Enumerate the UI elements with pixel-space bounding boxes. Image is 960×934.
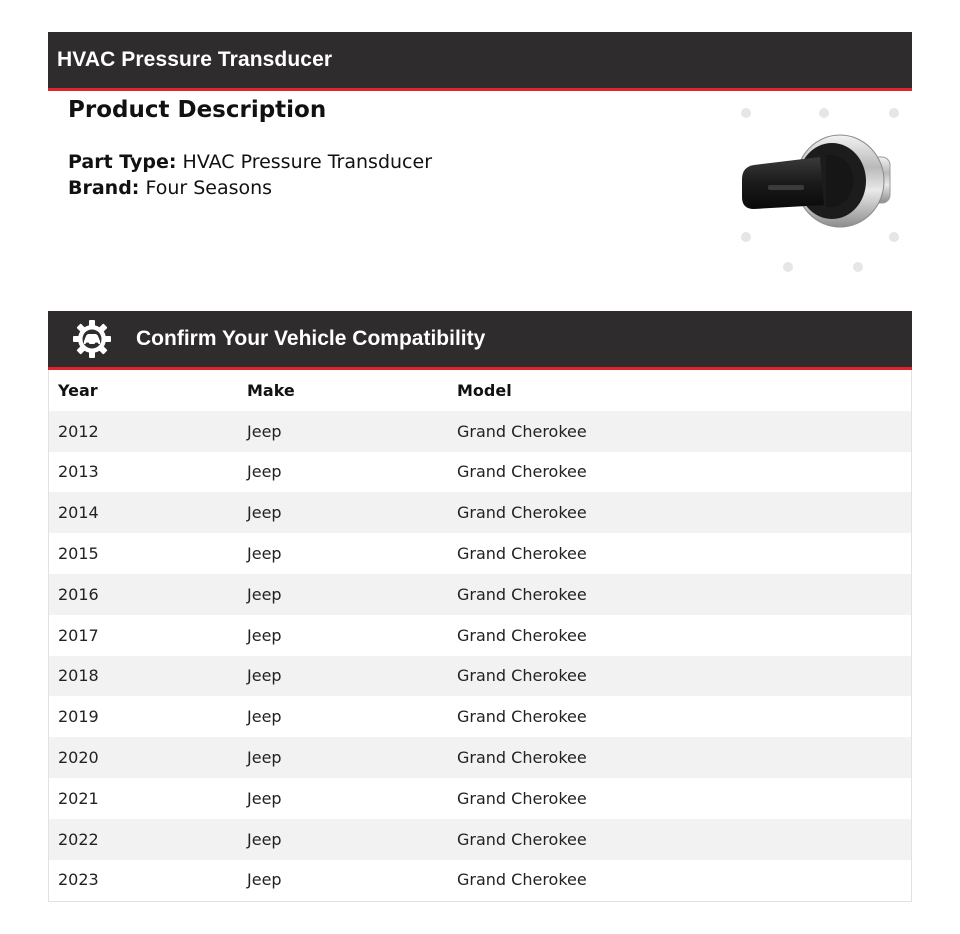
cell-make: Jeep (247, 544, 282, 564)
brand-row (68, 177, 272, 199)
cell-make: Jeep (247, 748, 282, 768)
cell-year: 2023 (58, 870, 99, 890)
column-header-year: Year (58, 380, 98, 400)
cell-model: Grand Cherokee (457, 421, 587, 441)
cell-model: Grand Cherokee (457, 829, 587, 849)
column-header-model: Model (457, 380, 512, 400)
cell-model: Grand Cherokee (457, 584, 587, 604)
table-header-row (49, 370, 911, 411)
cell-year: 2015 (58, 544, 99, 564)
cell-model: Grand Cherokee (457, 625, 587, 645)
cell-model: Grand Cherokee (457, 544, 587, 564)
compatibility-banner (48, 311, 912, 370)
part-type-row (68, 151, 432, 173)
table-row (49, 819, 911, 860)
table-row (49, 533, 911, 574)
cell-year: 2021 (58, 788, 99, 808)
table-row (49, 737, 911, 778)
compatibility-title: Confirm Your Vehicle Compatibility (136, 327, 486, 350)
table-row (49, 860, 911, 901)
cell-year: 2016 (58, 584, 99, 604)
cell-make: Jeep (247, 584, 282, 604)
description-heading: Product Description (68, 97, 327, 123)
cell-make: Jeep (247, 788, 282, 808)
cell-make: Jeep (247, 870, 282, 890)
table-row (49, 656, 911, 697)
cell-make: Jeep (247, 625, 282, 645)
product-description-section (48, 91, 912, 291)
product-image (728, 97, 908, 277)
cell-year: 2012 (58, 421, 99, 441)
cell-year: 2018 (58, 666, 99, 686)
cell-make: Jeep (247, 829, 282, 849)
cell-make: Jeep (247, 666, 282, 686)
cell-make: Jeep (247, 503, 282, 523)
cell-model: Grand Cherokee (457, 870, 587, 890)
compatibility-table (49, 370, 911, 900)
table-row (49, 452, 911, 493)
column-header-make: Make (247, 380, 295, 400)
cell-model: Grand Cherokee (457, 748, 587, 768)
compatibility-table-container (48, 370, 912, 902)
cell-model: Grand Cherokee (457, 666, 587, 686)
cell-year: 2014 (58, 503, 99, 523)
brand-value: Four Seasons (145, 177, 273, 199)
part-type-label: Part Type: (68, 151, 177, 173)
cell-year: 2013 (58, 462, 99, 482)
gear-car-icon (68, 315, 116, 363)
title-banner (48, 32, 912, 91)
table-row (49, 492, 911, 533)
cell-year: 2019 (58, 707, 99, 727)
page-title: HVAC Pressure Transducer (57, 48, 333, 71)
table-row (49, 615, 911, 656)
table-row (49, 778, 911, 819)
cell-make: Jeep (247, 462, 282, 482)
table-row (49, 411, 911, 452)
table-row (49, 574, 911, 615)
part-type-value: HVAC Pressure Transducer (182, 151, 432, 173)
cell-model: Grand Cherokee (457, 707, 587, 727)
cell-year: 2020 (58, 748, 99, 768)
cell-model: Grand Cherokee (457, 788, 587, 808)
cell-model: Grand Cherokee (457, 503, 587, 523)
table-row (49, 696, 911, 737)
cell-make: Jeep (247, 707, 282, 727)
brand-label: Brand: (68, 177, 140, 199)
cell-make: Jeep (247, 421, 282, 441)
cell-year: 2022 (58, 829, 99, 849)
cell-year: 2017 (58, 625, 99, 645)
cell-model: Grand Cherokee (457, 462, 587, 482)
